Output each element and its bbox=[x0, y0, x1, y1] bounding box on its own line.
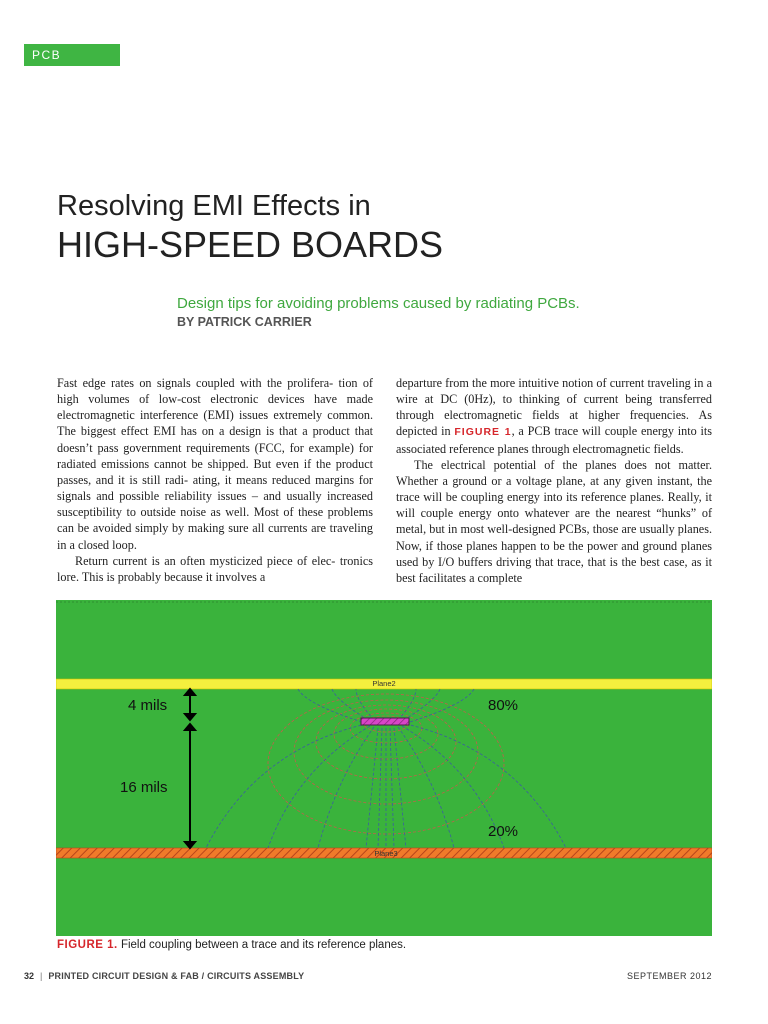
body-text: departure from the more intuitive notion of current traveling in a wire at DC (0Hz), to thinking of current being transferred through electromagnetic fields at higher frequencies. As depicted in bbox=[396, 376, 712, 439]
figure-caption bbox=[57, 939, 406, 951]
body-paragraph bbox=[396, 375, 712, 457]
section-label-design: DESIGN bbox=[24, 70, 80, 84]
body-paragraph: Return current is an often mysticized piece of elec- tronics lore. This is probably because it involves a bbox=[57, 553, 373, 584]
publication-name: PRINTED CIRCUIT DESIGN & FAB / CIRCUITS ASSEMBLY bbox=[48, 971, 305, 981]
issue-date: SEPTEMBER 2012 bbox=[626, 971, 712, 981]
article-byline: BY PATRICK CARRIER bbox=[177, 315, 312, 329]
article-deck: Design tips for avoiding problems caused by radiating PCBs. bbox=[177, 295, 580, 312]
coupling-percent-bottom: 20% bbox=[488, 823, 519, 840]
section-tab bbox=[24, 44, 120, 84]
body-paragraph: Fast edge rates on signals coupled with the prolifera- tion of high volumes of low-cost electronic devices have made electromagnetic interference (EMI) issues extremely common. The biggest effect EMI has on a design is that a product that doesn’t pass government requirements (FCC, for example) for radiated emissions cannot be shipped. But even if the product passes, and it is still radi- ating, it means reduced margins for signals and possible reliability issues – and usually increased susceptibility to outside noise as well. Most of these problems can be avoided simply by making sure all currents are traveling in a closed loop. bbox=[57, 376, 373, 552]
section-label-pcb: PCB bbox=[32, 48, 62, 62]
figure-caption-label: FIGURE 1. bbox=[57, 939, 118, 951]
footer-separator: | bbox=[40, 971, 43, 981]
dimension-label-bottom: 16 mils bbox=[120, 779, 168, 796]
article-title-line2: HIGH-SPEED BOARDS bbox=[57, 224, 444, 265]
page-footer bbox=[24, 971, 304, 981]
body-column-right bbox=[396, 375, 712, 586]
page-number: 32 bbox=[24, 971, 35, 981]
dimension-label-top: 4 mils bbox=[128, 697, 168, 714]
coupling-percent-top: 80% bbox=[488, 697, 519, 714]
figure-field-coupling bbox=[56, 600, 712, 936]
body-column-left bbox=[57, 375, 373, 585]
plane-bottom-label: Plane3 bbox=[374, 849, 398, 858]
body-text: , a PCB trace will couple energy into its associated reference planes through electromagnetic fields. bbox=[396, 424, 713, 456]
figure-caption-text: Field coupling between a trace and its reference planes. bbox=[120, 939, 407, 951]
plane-top-label: Plane2 bbox=[372, 679, 396, 688]
dielectric-background bbox=[56, 600, 712, 936]
body-paragraph: The electrical potential of the planes does not matter. Whether a ground or a voltage plane, at any given instant, the trace will be coupling energy into its reference planes. Really, it will couple energy onto whatever are the nearest “hunks” of metal, but in most well-designed PCBs, those are usually planes. Now, if those planes happen to be the power and ground planes used by I/O buffers driving that trace, that is the best case, as it best facilitates a complete bbox=[396, 457, 712, 585]
article-title-line1: Resolving EMI Effects in bbox=[57, 190, 371, 222]
signal-trace bbox=[361, 718, 409, 725]
figure-reference: FIGURE 1 bbox=[454, 426, 512, 439]
